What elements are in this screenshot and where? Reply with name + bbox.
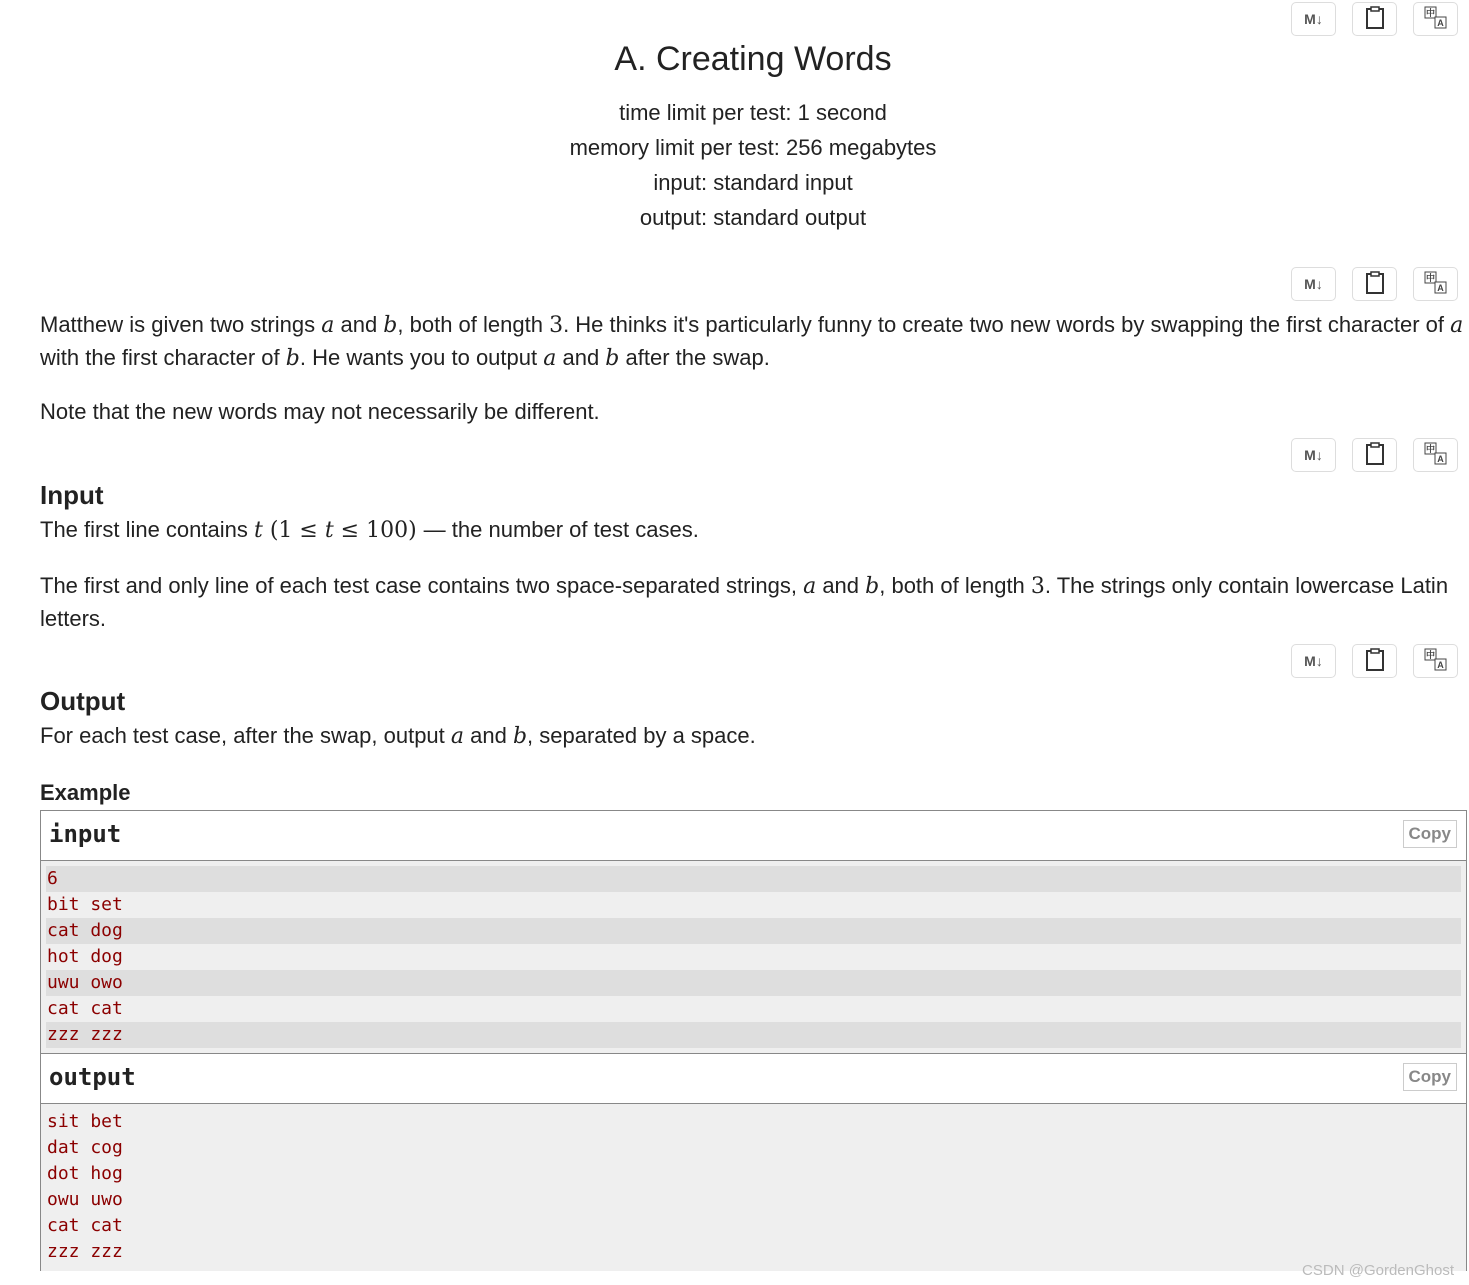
clipboard-icon	[1365, 648, 1385, 675]
input-spec-p2	[40, 570, 1465, 635]
markdown-button[interactable]	[1291, 267, 1336, 301]
input-label: input	[49, 820, 122, 848]
math: a	[543, 346, 557, 371]
math: b	[512, 724, 528, 749]
sample-line: uwu owo	[46, 970, 1461, 996]
text: after the swap.	[619, 345, 770, 370]
toolbar-input	[1291, 438, 1458, 472]
math: a	[1450, 313, 1464, 338]
svg-text:中: 中	[1425, 649, 1435, 660]
math: b	[605, 346, 620, 371]
input-heading: Input	[40, 480, 104, 510]
text: , both of length	[397, 312, 550, 337]
sample-line: dat cog	[47, 1137, 123, 1158]
sample-line: dot hog	[47, 1163, 123, 1184]
markdown-icon: M↓	[1304, 276, 1323, 292]
copy-clipboard-button[interactable]	[1352, 644, 1397, 678]
math: 3	[1030, 574, 1045, 599]
toolbar-output	[1291, 644, 1458, 678]
sample-line: hot dog	[47, 946, 123, 967]
text: and	[816, 573, 866, 598]
math: a	[450, 724, 465, 749]
toolbar-statement	[1291, 267, 1458, 301]
svg-text:中: 中	[1425, 7, 1435, 18]
translate-icon	[1424, 442, 1448, 469]
text: The first and only line of each test case contains two space-separated strings,	[40, 573, 804, 598]
problem-title: A. Creating Words	[614, 40, 892, 78]
translate-icon	[1424, 6, 1448, 33]
math: b	[285, 346, 300, 371]
sample-line: cat dog	[46, 918, 1461, 944]
text: . The strings only contain lowercase Latin letters.	[40, 573, 1449, 631]
sample-line: cat cat	[47, 1215, 123, 1236]
copy-clipboard-button[interactable]	[1352, 438, 1397, 472]
math: (1 ≤	[262, 518, 325, 543]
time-limit: time limit per test: 1 second	[619, 100, 887, 125]
translate-icon	[1424, 648, 1448, 675]
translate-button[interactable]	[1413, 2, 1458, 36]
text: . He thinks it's particularly funny to create two new words by swapping the first character of	[563, 312, 1451, 337]
svg-text:中: 中	[1425, 443, 1435, 454]
memory-limit: memory limit per test: 256 megabytes	[569, 135, 937, 160]
sample-line: owu uwo	[47, 1189, 123, 1210]
svg-text:中: 中	[1425, 272, 1435, 283]
input-spec-p1	[40, 514, 1465, 547]
translate-button[interactable]	[1413, 644, 1458, 678]
text: Note that the new words may not necessarily be different.	[40, 399, 600, 424]
translate-button[interactable]	[1413, 267, 1458, 301]
copy-output-button[interactable]: Copy	[1403, 1063, 1458, 1091]
output-file: output: standard output	[639, 205, 867, 230]
example-box	[40, 810, 1467, 1271]
sample-line: zzz zzz	[47, 1241, 123, 1262]
svg-text:A: A	[1436, 453, 1444, 464]
markdown-button[interactable]	[1291, 644, 1336, 678]
sample-line: bit set	[47, 894, 123, 915]
text: and	[556, 345, 606, 370]
math: a	[803, 574, 817, 599]
sample-line: zzz zzz	[46, 1022, 1461, 1048]
input-section-header	[41, 811, 1466, 861]
math: ≤ 100)	[333, 518, 424, 543]
svg-text:A: A	[1436, 17, 1444, 28]
math: t	[324, 518, 334, 543]
clipboard-icon	[1365, 271, 1385, 298]
statement-p1	[40, 309, 1465, 375]
text: The first line contains	[40, 517, 254, 542]
copy-input-button[interactable]: Copy	[1403, 820, 1458, 848]
text: For each test case, after the swap, output	[40, 723, 451, 748]
text: with the first character of	[40, 345, 286, 370]
math: a	[321, 313, 335, 338]
math: t	[253, 518, 263, 543]
problem-limits	[0, 95, 1469, 235]
output-spec-p1	[40, 720, 1465, 753]
text: , separated by a space.	[527, 723, 756, 748]
markdown-icon: M↓	[1304, 447, 1323, 463]
text: and	[334, 312, 384, 337]
sample-line: sit bet	[47, 1111, 123, 1132]
text: and	[464, 723, 513, 748]
clipboard-icon	[1365, 442, 1385, 469]
text: — the number of test cases.	[423, 517, 699, 542]
example-heading: Example	[40, 780, 131, 805]
math: b	[383, 313, 398, 338]
clipboard-icon	[1365, 6, 1385, 33]
markdown-button[interactable]	[1291, 2, 1336, 36]
output-label: output	[49, 1063, 136, 1091]
output-heading: Output	[40, 686, 126, 716]
svg-text:A: A	[1436, 659, 1444, 670]
input-file: input: standard input	[653, 170, 853, 195]
markdown-button[interactable]	[1291, 438, 1336, 472]
translate-button[interactable]	[1413, 438, 1458, 472]
statement-p2	[40, 396, 1465, 428]
translate-icon	[1424, 271, 1448, 298]
copy-clipboard-button[interactable]	[1352, 267, 1397, 301]
text: , both of length	[879, 573, 1031, 598]
math: 3	[549, 313, 564, 338]
watermark: CSDN @GordenGhost	[1302, 1262, 1454, 1279]
markdown-icon: M↓	[1304, 653, 1323, 669]
markdown-icon: M↓	[1304, 11, 1323, 27]
text: Matthew is given two strings	[40, 312, 322, 337]
svg-text:A: A	[1436, 282, 1444, 293]
toolbar-title	[1291, 2, 1458, 36]
sample-line: cat cat	[47, 998, 123, 1019]
output-sample	[41, 1104, 1466, 1271]
math: b	[865, 574, 880, 599]
sample-line: 6	[46, 866, 1461, 892]
text: . He wants you to output	[299, 345, 544, 370]
output-section-header	[41, 1054, 1466, 1104]
input-sample	[41, 861, 1466, 1054]
copy-clipboard-button[interactable]	[1352, 2, 1397, 36]
